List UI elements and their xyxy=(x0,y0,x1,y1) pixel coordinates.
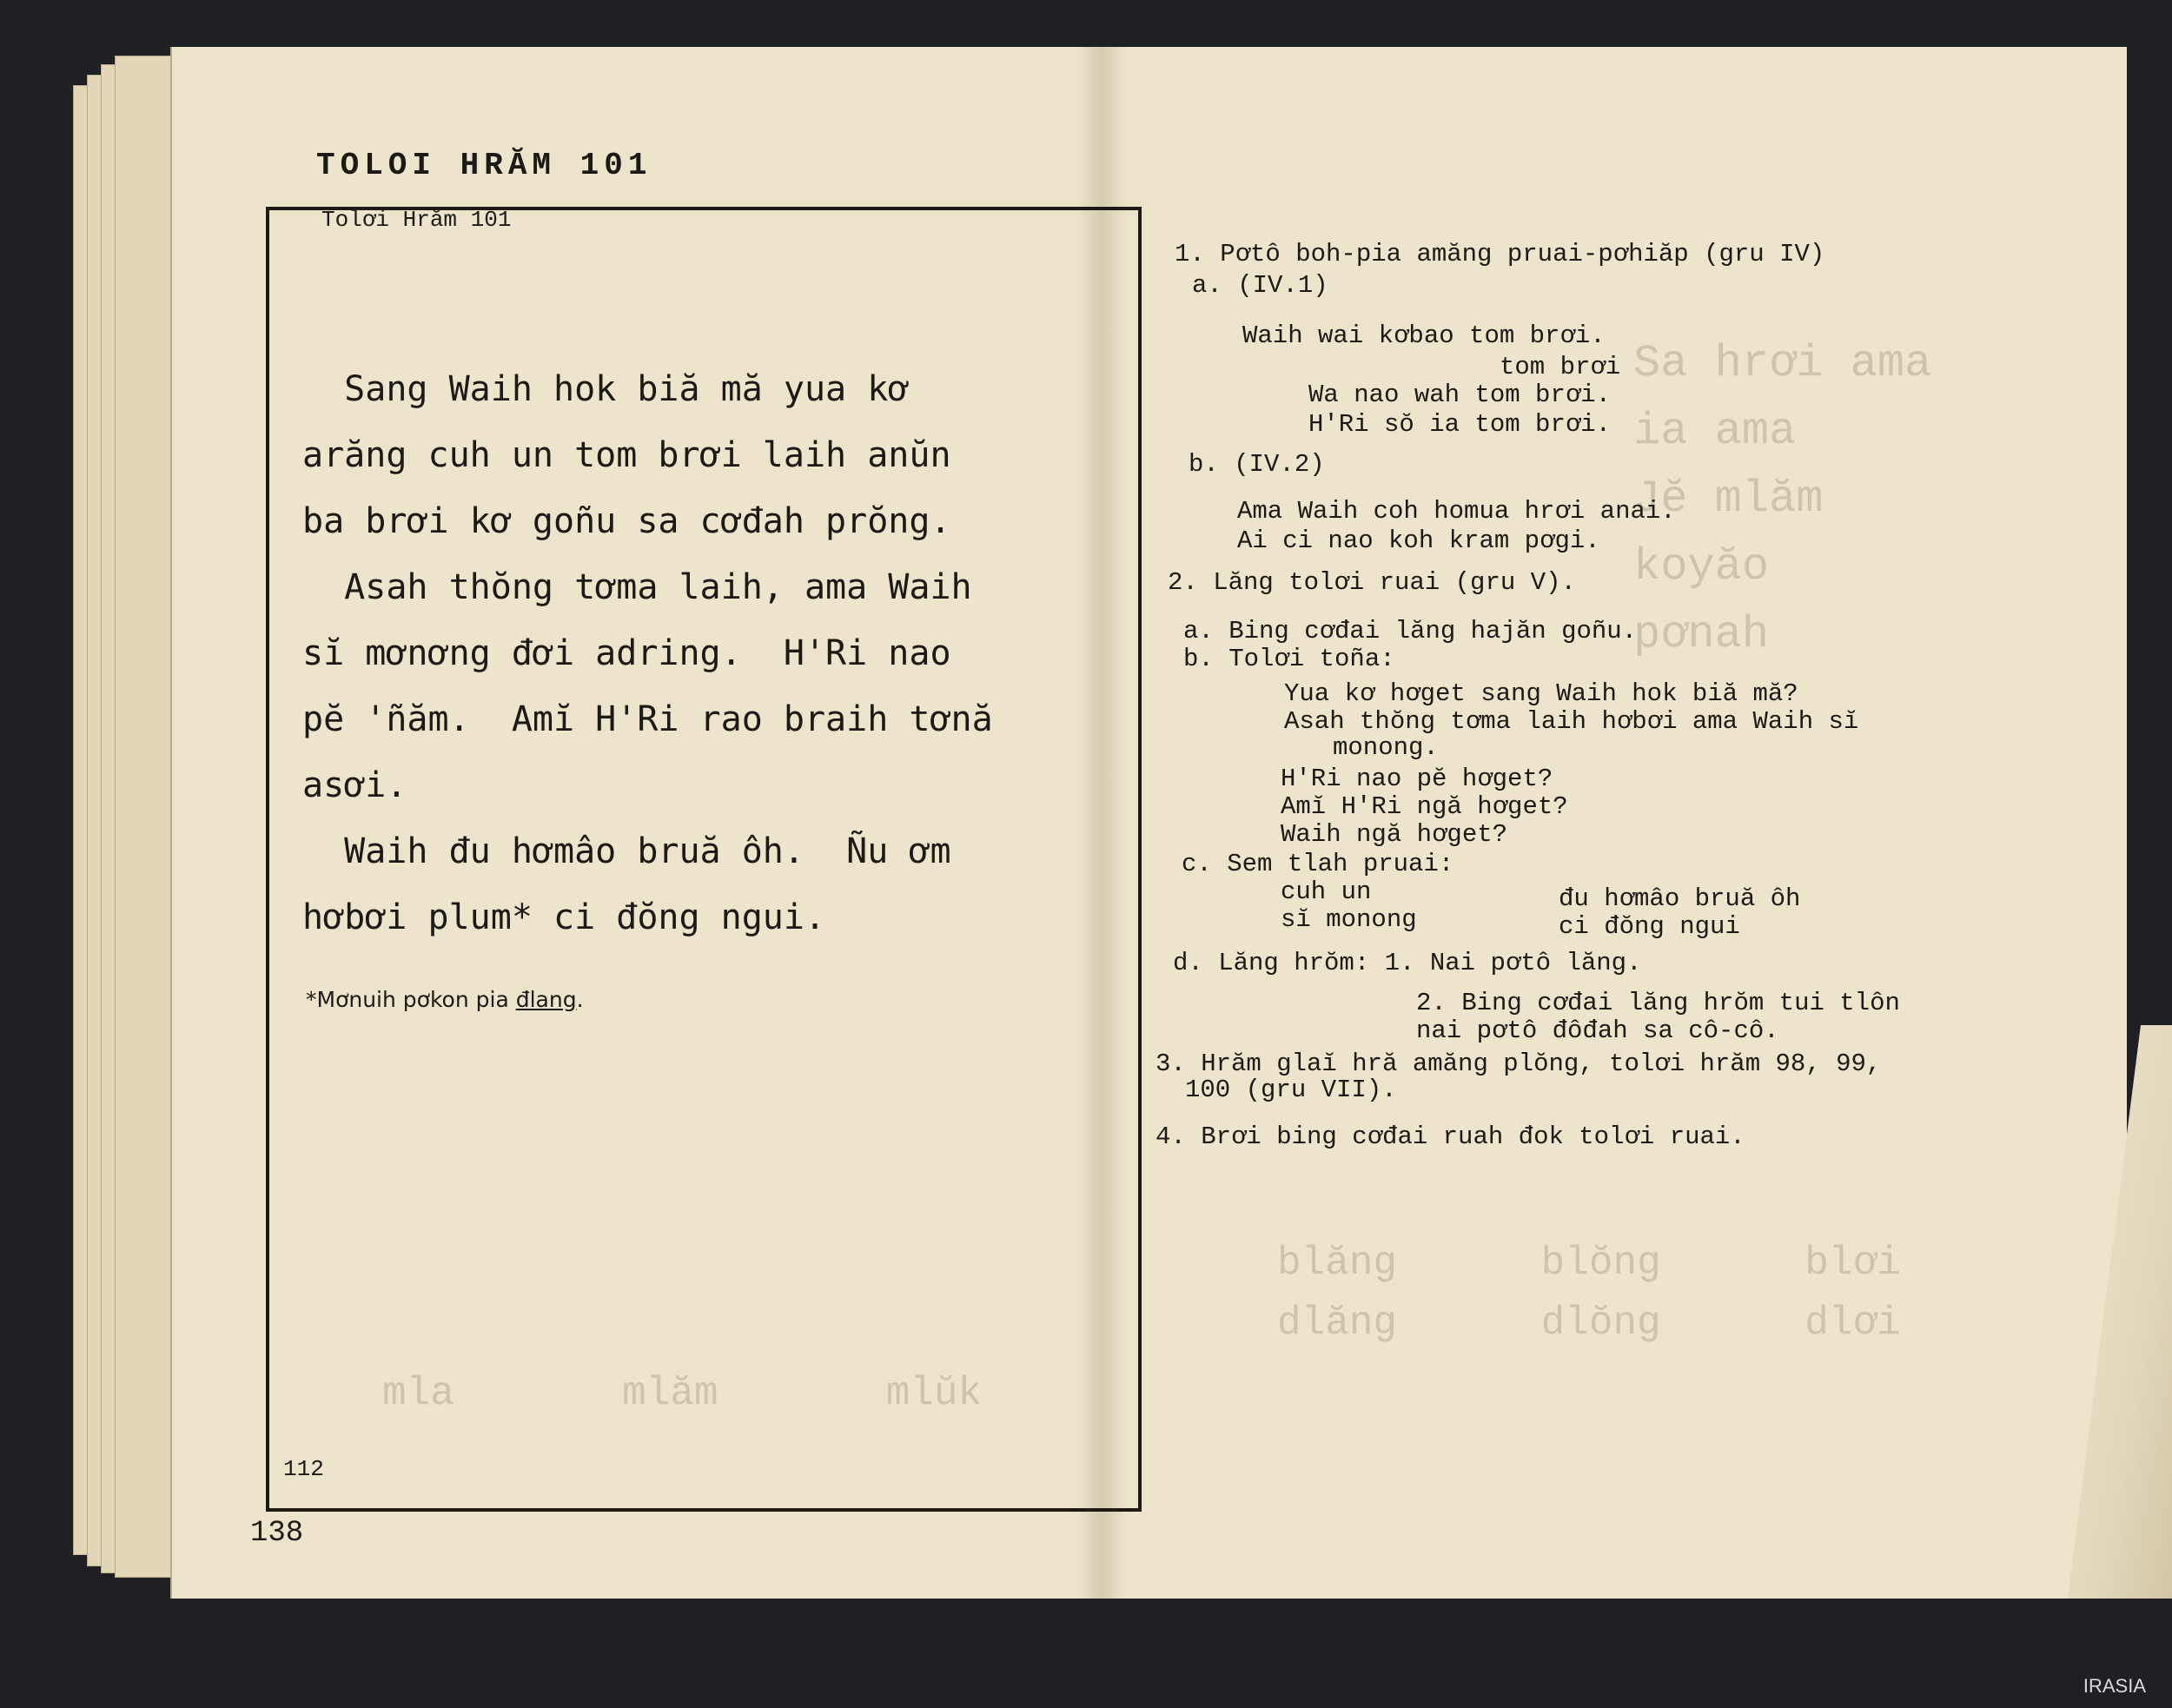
passage-line: asơi. xyxy=(302,765,407,805)
instruction-line: Amĭ H'Ri ngă hơget? xyxy=(1281,792,1568,821)
instruction-sub: d. Lăng hrŏm: 1. Nai pơtô lăng. xyxy=(1173,949,1642,977)
footnote xyxy=(306,987,584,1012)
instruction-line: ci đŏng ngui xyxy=(1559,912,1740,941)
instruction-line: cuh un xyxy=(1281,877,1372,906)
instruction-line: Wa nao wah tom brơi. xyxy=(1308,381,1612,409)
page-number: 138 xyxy=(250,1517,304,1550)
instruction-heading: 2. Lăng tolơi ruai (gru V). xyxy=(1168,568,1576,597)
passage-line: ba brơi kơ goñu sa cơđah prŏng. xyxy=(302,501,951,541)
instruction-line: Asah thŏng tơma laih hơbơi ama Waih sĭ xyxy=(1284,707,1859,736)
instruction-heading: 1. Pơtô boh-pia amăng pruai-pơhiăp (gru IV) xyxy=(1175,240,1825,268)
show-through-text: blăng blŏng blơi dlăng dlŏng dlơi xyxy=(1277,1241,1901,1346)
passage-line: hơbơi plum* ci đŏng ngui. xyxy=(302,897,826,937)
instruction-sub: c. Sem tlah pruai: xyxy=(1182,850,1454,878)
instruction-line: Ama Waih coh homua hrơi anai. xyxy=(1237,497,1676,526)
footnote-end: . xyxy=(576,987,584,1012)
passage-line: Waih đu hơmâo bruă ôh. Ñu ơm xyxy=(302,831,951,871)
instruction-sub: b. (IV.2) xyxy=(1189,450,1325,479)
instruction-line: H'Ri sŏ ia tom brơi. xyxy=(1308,410,1612,439)
inner-page-number: 112 xyxy=(283,1456,324,1482)
instruction-line: tom brơi xyxy=(1500,353,1621,381)
instruction-line: monong. xyxy=(1333,733,1439,762)
instruction-line: H'Ri nao pĕ hơget? xyxy=(1281,765,1553,793)
passage-line: Asah thŏng tơma laih, ama Waih xyxy=(302,567,972,607)
show-through-text: Sa hrơi ama ia ama Jĕ mlăm koyăo pơnah xyxy=(1633,338,1932,660)
running-head: TOLOI HRĂM 101 xyxy=(316,148,652,183)
instruction-line: sĭ monong xyxy=(1281,905,1417,934)
instruction-sub: a. (IV.1) xyxy=(1192,271,1328,300)
footnote-text: *Mơnuih pơkon pia xyxy=(306,987,516,1012)
instruction-heading: 4. Brơi bing cơđai ruah đok tolơi ruai. xyxy=(1156,1122,1745,1151)
show-through-text: mla mlăm mlŭk xyxy=(382,1371,983,1416)
instruction-line: Waih ngă hơget? xyxy=(1281,820,1508,849)
reading-passage xyxy=(302,356,1110,950)
instruction-line: đu hơmâo bruă ôh xyxy=(1559,884,1801,913)
instruction-sub: a. Bing cơđai lăng hajăn goñu. xyxy=(1183,617,1638,645)
passage-line: Sang Waih hok biă mă yua kơ xyxy=(302,369,910,409)
footnote-word: đlang xyxy=(515,987,577,1012)
instruction-line: Ai ci nao koh kram pơgi. xyxy=(1237,526,1600,555)
passage-line: sĭ mơnơng đơi adring. H'Ri nao xyxy=(302,633,951,673)
passage-line: arăng cuh un tom brơi laih anŭn xyxy=(302,435,951,475)
instruction-line: Yua kơ hơget sang Waih hok biă mă? xyxy=(1284,679,1798,708)
instruction-line: Waih wai kơbao tom brơi. xyxy=(1242,321,1606,350)
inner-title: Tolơi Hrăm 101 xyxy=(321,207,512,233)
instruction-line: nai pơtô đôđah sa cô-cô. xyxy=(1416,1016,1779,1045)
instruction-line: 2. Bing cơđai lăng hrŏm tui tlôn xyxy=(1416,989,1900,1017)
watermark: IRASIA xyxy=(2083,1675,2146,1697)
instruction-sub: b. Tolơi toña: xyxy=(1183,645,1395,673)
instruction-heading: 3. Hrăm glaĭ hră amăng plŏng, tolơi hrăm 98, 99, xyxy=(1156,1049,1882,1078)
instruction-line: 100 (gru VII). xyxy=(1185,1076,1397,1104)
passage-line: pĕ 'ñăm. Amĭ H'Ri rao braih tơnă xyxy=(302,699,993,739)
